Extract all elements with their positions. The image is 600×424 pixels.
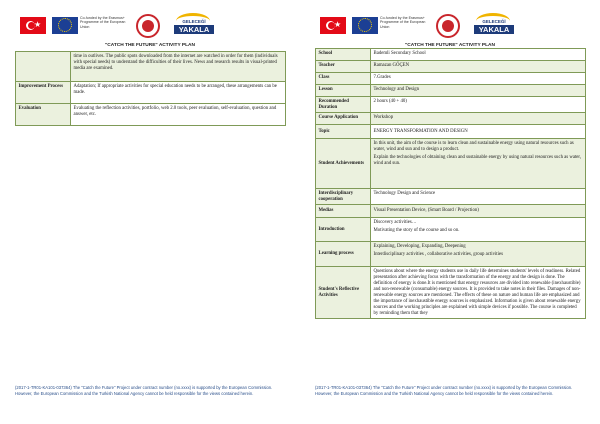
row-value: Workshop xyxy=(371,113,586,125)
page-title: "CATCH THE FUTURE" ACTIVITY PLAN xyxy=(404,43,495,48)
activity-plan-table xyxy=(315,48,586,319)
row-label: Student Achievements xyxy=(316,139,371,189)
row-label: Lesson xyxy=(316,85,371,97)
activity-plan-table-continued xyxy=(15,51,286,126)
row-label: Introduction xyxy=(316,218,371,242)
learning-text: Explaining, Developing, Expanding, Deepening xyxy=(373,243,466,249)
table-row xyxy=(316,113,586,125)
row-label xyxy=(16,52,71,82)
table-row-introduction xyxy=(316,218,586,242)
row-value: 2 hours (40 + 40) xyxy=(371,97,586,113)
yakala-logo: GELECEĞİ YAKALA xyxy=(172,13,216,39)
row-value: Evaluating the reflection activities, portfolio, web 2.0 tools, peer evaluation, self-evaluation, question and answer, etc. xyxy=(71,104,286,126)
yakala-logo: GELECEĞİ YAKALA xyxy=(472,13,516,39)
row-value xyxy=(371,242,586,267)
logo-header xyxy=(0,13,300,41)
row-value: 7.Grades xyxy=(371,73,586,85)
table-row xyxy=(316,73,586,85)
table-row xyxy=(316,97,586,113)
introduction-text: Motivating the story of the course and so on. xyxy=(373,227,460,233)
row-label: Improvement Process xyxy=(16,82,71,104)
row-value: Visual Presentation Device, (Smart Board / Projection) xyxy=(371,205,586,218)
school-seal-icon xyxy=(436,14,460,38)
row-label: Interdisciplinary cooperation xyxy=(316,189,371,205)
achievement-text: In this unit, the aim of the course is to learn clean and sustainable energy using natural resources such as water, wind and sun and to design a product. xyxy=(373,140,574,152)
table-row xyxy=(316,85,586,97)
row-value: Questions about where the energy students use in daily life determines students' levels of readiness. Related presentation after achieving focus with the transformation of the energy and the design is done. The definition of energy is done.It is mentioned that energy resources are divided into renewable (inexhaustible) and non-renewable (consumable) energy sources. It is provided to take notes in their files. Damages of non-renewable energy sources are mentioned. The effects of these on nature and human life are emphasized and the importance of inexhaustible energy sources is emphasized. Information is given about renewable energy sources and the working principles are explained with simple devices if possible. The course is completed by reminding them that they xyxy=(371,267,586,319)
table-row xyxy=(16,82,286,104)
table-row xyxy=(316,49,586,61)
row-value: Technology and Design xyxy=(371,85,586,97)
table-row-interdisciplinary xyxy=(316,189,586,205)
eu-flag-icon xyxy=(52,17,78,34)
row-value: ENERGY TRANSFORMATION AND DESIGN xyxy=(371,125,586,139)
row-label: Student's Reflective Activities xyxy=(316,267,371,319)
row-value: Adaptation; If appropriate activities for special education needs to be arranged, these arrangements can be made. xyxy=(71,82,286,104)
funding-disclaimer: (2017-1-TR01-KA101-037364) The "Catch the Future" Project under contract number (no.xxxx) is supported by the European Commission. However, the European Commission and the Turkish National Agency cannot be held responsible for the views contained herein. xyxy=(15,385,273,397)
row-value xyxy=(371,139,586,189)
row-value xyxy=(371,218,586,242)
table-row-reflective xyxy=(316,267,586,319)
row-label: Class xyxy=(316,73,371,85)
achievement-text: Explain the technologies of obtaining clean and sustainable energy by using natural resources such as water, wind and sun. xyxy=(373,154,582,166)
table-row xyxy=(16,52,286,82)
turkey-flag-icon: ★ xyxy=(320,17,346,34)
row-value: Ramazan GÖÇEN xyxy=(371,61,586,73)
funding-disclaimer: (2017-1-TR01-KA101-037364) The "Catch the Future" Project under contract number (no.xxxx) is supported by the European Commission. However, the European Commission and the Turkish National Agency cannot be held responsible for the views contained herein. xyxy=(315,385,573,397)
row-label: Medias xyxy=(316,205,371,218)
turkey-flag-icon: ★ xyxy=(20,17,46,34)
row-value: Technology Design and Science xyxy=(371,189,586,205)
table-row-achievements xyxy=(316,139,586,189)
row-label: School xyxy=(316,49,371,61)
table-row xyxy=(316,61,586,73)
table-row-learning xyxy=(316,242,586,267)
row-label: Recommended Duration xyxy=(316,97,371,113)
eu-flag-icon xyxy=(352,17,378,34)
row-label: Teacher xyxy=(316,61,371,73)
right-page xyxy=(300,0,600,424)
learning-text: Interdisciplinary activities , collaborative activities, group activities xyxy=(373,251,503,257)
row-label: Topic xyxy=(316,125,371,139)
row-label: Learning process xyxy=(316,242,371,267)
school-seal-icon xyxy=(136,14,160,38)
table-row xyxy=(16,104,286,126)
page-title: "CATCH THE FUTURE" ACTIVITY PLAN xyxy=(104,43,195,48)
table-row-medias xyxy=(316,205,586,218)
row-value: Bademli Secondary School xyxy=(371,49,586,61)
erasmus-cofunded-text: Co-funded by the Erasmus+ Programme of the European Union xyxy=(80,16,126,29)
table-row xyxy=(316,125,586,139)
row-value: time in outlives. The public spots downloaded from the internet are watched in order for them (individuals with special needs) to understand the difficulties of their lives. News and research results in visual-printed media are examined. xyxy=(71,52,286,82)
logo-header xyxy=(300,13,600,41)
row-label: Course Application xyxy=(316,113,371,125)
introduction-text: Discovery activities… xyxy=(373,219,417,225)
erasmus-cofunded-text: Co-funded by the Erasmus+ Programme of the European Union xyxy=(380,16,426,29)
row-label: Evaluation xyxy=(16,104,71,126)
